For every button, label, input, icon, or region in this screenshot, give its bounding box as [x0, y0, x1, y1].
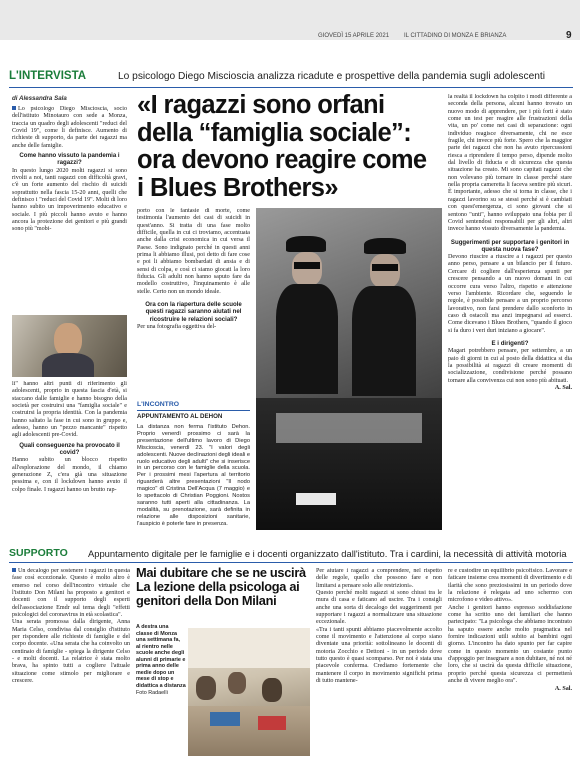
page-number: 9 [566, 30, 572, 41]
support-rule [9, 562, 573, 563]
support-column-3: Per aiutare i ragazzi a comprendere, nel rispetto delle regole, quello che possono fare e non limitarsi a pensare solo alle restrizioni». Questo perché molti ragazzi si sono chiusi tra le mura di casa e faticano ad uscire. Tra i consigli anche una sorta di decalogo dei suggerimenti per supportare i ragazzi a normalizzare una situazione eccezionale. «Tra i tanti spunti abbiamo piacevolmente accolto come il movimento e l'attenzione al corpo siano diventate una priorità: sottolineano le docenti di motoria Zocchio e Dettoni - in un periodo dove tutto questo è quasi scomparso. Per noi è stata una piacevole conferma. Crediamo fortemente che mantenere il corpo in movimento significhi prima di tutto mantene- [316, 568, 442, 685]
interview-headline: «I ragazzi sono orfani della “famiglia sociale”: ora devono reagire come i Blues Brothers» [137, 91, 427, 202]
bullet-square [12, 106, 16, 110]
incontro-text: La distanza non ferma l'istituto Dehon. Proprio venerdì prossimo ci sarà la presentazione dell'ultimo lavoro di Diego Miscioscia, venerdì 23. "I valori degli adolescenti. Nuove declinazioni degli ideali e ruolo educativo degli adulti" che si inserisce in un percorso con le famiglie della scuola. Per i prossimi mesi l'apertura al territorio riguarderà altre presentazioni "Il nodo magico" di Cristina Dell'Acqua (7 maggio) e lo spettacolo di Christian Poggioni. Nostos saranno tutti aperti alla cittadinanza. La modalità, su prenotazione, sarà definita in relazione alle disposizioni sanitarie, l'auspicio è poterle fare in presenza. [137, 424, 250, 527]
blues-brothers-photo [256, 208, 442, 530]
question-heading: Suggerimenti per supportare i genitori in questa nuova fase? [450, 238, 570, 253]
question-heading: E i dirigenti? [491, 339, 529, 347]
header-date: GIOVEDÌ 15 APRILE 2021 [318, 33, 390, 39]
photo-credit: Foto Radaelli [136, 690, 168, 696]
classroom-photo [188, 628, 310, 756]
interview-column-1-top: Lo psicologo Diego Miscioscia, socio dell'istituto Minotauro con sede a Monza, traccia un quadro degli adolescenti "reduci del Covid 19", come li definisce. Aumento di richieste di supporto, da parte dei ragazzi ma anche delle famiglie. Come hanno vissuto la pandemia i ragazzi? In questo lungo 2020 molti ragazzi si sono rivolti a noi, tanti ragazzi con difficoltà gravi, c'è un forte aumento del rischio di suicidi soprattutto nella fascia 15-20 anni, quelli che definisco i "reduci del Covid 19". Molti di loro hanno subito un impoverimento educativo e sociale. I più piccoli hanno avuto e hanno ancora la protezione dei genitori e più grandi sono più "mobi- [12, 106, 127, 233]
interview-column-1-bottom: li" hanno altri punti di riferimento gli adolescenti, proprio in questa fascia d'età, si staccano dalle famiglie e hanno bisogno della società per costruirsi una "famiglia sociale" e costruirsi la propria identità. Con la pandemia hanno saltato la fase in cui sono in gruppo e, adesso, hanno un "pezzo mancante" rispetto agli adolescenti pre-Covid. Quali conseguenze ha provocato il covid? Hanno subito un blocco rispetto all'esplorazione del mondo, il chiamo generazione Z, c'era già una situazione pessima e, con il lockdown hanno avuto il colpo finale. I ragazzi hanno un brutto rap- [12, 381, 127, 493]
signature: A. Sal. [554, 384, 572, 391]
portrait-photo [12, 315, 127, 377]
support-kicker: SUPPORTO [9, 547, 68, 559]
photo-caption: A destra una classe di Monza una settimana fa, al rientro nelle scuole anche degli alunni di primarie e prima anno delle medie dopo un mese di stop e didattica a distanza Foto Radaelli [136, 624, 186, 696]
question-heading: Come hanno vissuto la pandemia i ragazzi? [19, 152, 120, 167]
incontro-title: APPUNTAMENTO AL DEHON [137, 413, 223, 420]
question-heading: Ora con la riapertura delle scuole questi ragazzi saranno aiutati nel ricostruire le relazioni sociali? [145, 301, 242, 323]
support-column-4: re e custodire un equilibrio psicofisico. Lavorare e faticare insieme crea momenti di divertimento e di ilarità che sono preziosissimi in un periodo dove la relazione è relegata ad uno schermo con microfono e video attivo». Anche i genitori hanno espresso soddisfazione come ha scritto uno dei familiari che hanno partecipato: "La psicologa che abbiamo incontrato ha saputo essere anche molto pragmatica nel fornire indicazioni utili subito ai bambini ogni giorno. L'incontro ha dato spunto per far capire come in questo momento un costante punto d'appoggio per insegnare a non dubitare, né noi né loro, che si uscirà da questa difficile situazione, proprio perché questa sicurezza ci permetterà anche di vivere meglio ora". A. Sal. [448, 568, 572, 692]
interview-column-2: porto con le fantasie di morte, come testimonia l'aumento dei casi di suicidi in quest'anno. Si tratta di una fase molto difficile, quella in cui ci troviamo, accentuata anche dalla crisi economica in cui versa il Paese. Sono indignato perché in questi anni prima li abbiamo illusi, poi detto di fare cose e poi li abbiamo bombardati di ansia e di sensi di colpa, e così ci siamo giocati la loro fiducia. Gli adulti non hanno saputo fare da modello costruttivo, l'inquinamento è alle stelle. Certo non un mondo ideale. Ora con la riapertura delle scuole questi ragazzi saranno aiutati nel ricostruire le relazioni sociali? Per una fotografia oggettiva del- [137, 208, 250, 331]
interview-rule [9, 87, 573, 88]
support-headline: Mai dubitare che se ne uscirà La lezione della psicologa ai genitori della Don Milani [136, 565, 306, 608]
byline: di Alessandra Sala [12, 95, 67, 102]
support-column-1: Un decalogo per sostenere i ragazzi in questa fase così eccezionale. Questo è molto altro è emerso nel corso dell'incontro virtuale che l'istituto Don Milani ha proposto a genitori e docenti con il supporto degli esperti dell'associazione Emdr sul tema degli "effetti psicologici del coronavirus in età scolastica". Una serata promossa dalla dirigente, Anna Maria Celso, condivisa dal consiglio d'istituto per rispondere alle richieste di famiglie e del corpo docente. «Una serata che ha coinvolto un centinaio di famiglie - spiega la dirigente Celso - e molti docenti. La relatrice è stata molto brava, ha spinto tutti a cogliere l'attuale situazione come stimolo per migliorare e crescere. [12, 568, 130, 685]
signature: A. Sal. [554, 685, 572, 692]
interview-column-4: la realtà il lockdown ha colpito i modi differente a seconda della persona, alcuni hanno trovato un nuovo modo di apprendere, per i più forti è stato come un test per reagire alle frustrazioni della vita, un po' come nei casi di separazione: ogni individuo reagisce diversamente, chi ne esce fragile, chi invece più forte. Spero che la maggior parte dei ragazzi che non ha avuto ripercussioni riesca a riprendere il tempo perso, dipende molto dal livello di fiducia e di sicurezza che questa situazione ha creato. Mi sono capitati ragazzi che non volevano più tornare in classe perché stare nella propria cameretta li faceva sentire più sicuri. È importante, adesso che si torna in classe, che i ragazzi lavorino su se stessi perché si è cambiati con quest'emergenza, ci sono giovani che si sentono "unti", hanno sviluppato una fobia per il Covid sentendosi responsabili per gli altri, altri invece hanno vissuto diversamente la pandemia. Suggerimenti per supportare i genitori in questa nuova fase? Devono riuscire a riuscire a i ragazzi per questo anno perso, pensare a un bilancio per il futuro. Cercare di cogliere dall'esperienza spunti per crescere pensando a un nuovo domani in cui occorre cura verso l'altro, rispetto e attenzione verso l'ambiente. Ricordare che, seguendo le regole, è possibile pensare a un proprio percorso lavorativo, non farsi prendere dallo sconforto in caso di ostacoli ma anzi impegnarsi ad esserci. Come dicevano i Blues Brothers, "quando il gioco si fa duro i veri duri iniziano a giocare". E i dirigenti? Magari potrebbero pensare, per settembre, a un paio di giorni in cui al posto della didattica si dia la possibilità ai ragazzi di creare momenti di socializzazione, condivisione perché possano tornare alla convivenza cui non sono più abituati. A. Sal. [448, 94, 572, 391]
bullet-square [12, 568, 16, 572]
incontro-rule [137, 410, 250, 411]
header-paper-name: IL CITTADINO DI MONZA E BRIANZA [404, 33, 507, 39]
interview-kicker: L'INTERVISTA [9, 70, 87, 82]
interview-topline: Lo psicologo Diego Miscioscia analizza ricadute e prospettive della pandemia sugli adolescenti [118, 71, 545, 82]
question-heading: Quali conseguenze ha provocato il covid? [19, 441, 120, 457]
support-topline: Appuntamento digitale per le famiglie e i docenti organizzato dall'istituto. Tra i cardini, la necessità di attività motoria [88, 548, 567, 559]
incontro-kicker: L'INCONTRO [137, 401, 180, 408]
